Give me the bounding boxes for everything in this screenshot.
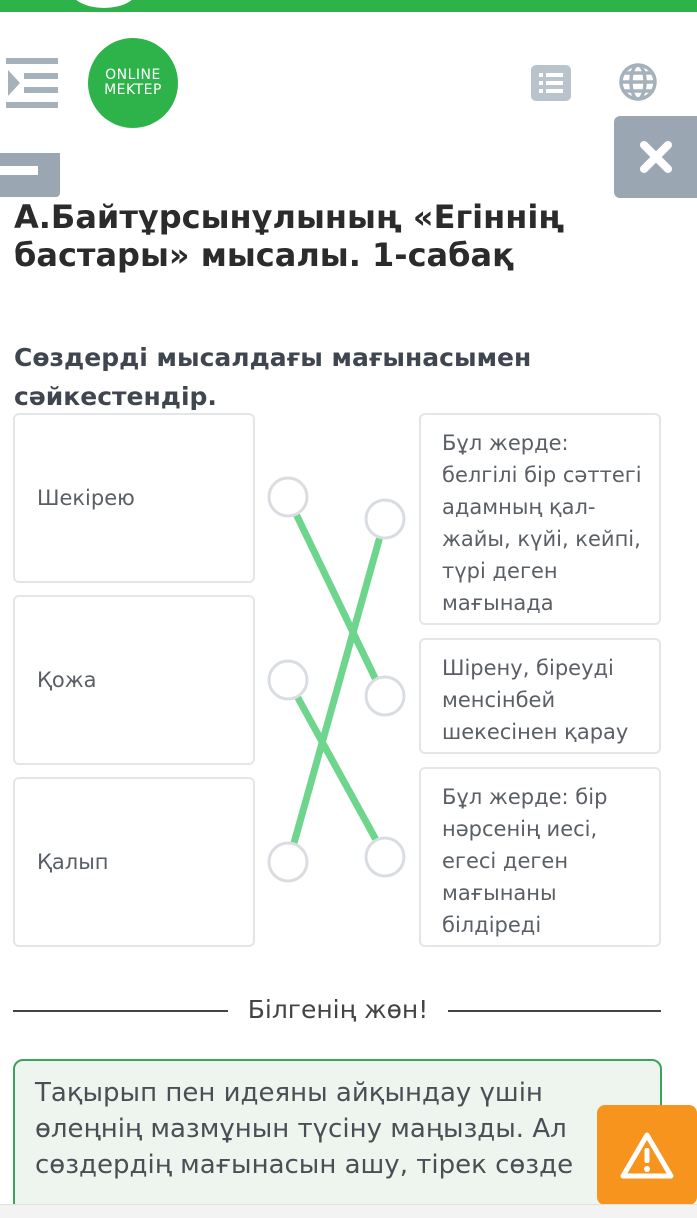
- left-card-label: Қожа: [37, 668, 97, 692]
- side-tab[interactable]: [0, 153, 60, 197]
- right-card-line: мағынаны: [442, 881, 557, 905]
- right-card-line: Бұл жерде:: [442, 431, 569, 455]
- right-card-line: мағынада: [442, 591, 554, 615]
- question-line-2: сәйкестендір.: [14, 382, 217, 411]
- right-card-line: Шірену, біреуді: [442, 656, 614, 680]
- tip-box: [13, 1059, 662, 1218]
- right-match-card[interactable]: [419, 638, 661, 754]
- right-card-line: егесі деген: [442, 849, 569, 873]
- match-line: [294, 540, 379, 843]
- match-line: [297, 516, 375, 678]
- right-card-line: түрі деген: [442, 559, 558, 583]
- side-tab-bar: [0, 166, 38, 175]
- page-title: [14, 198, 614, 274]
- menu-collapse-icon[interactable]: [6, 58, 58, 108]
- right-card-line: белгілі бір сәттегі: [442, 463, 642, 487]
- right-card-line: нәрсенің иесі,: [442, 817, 598, 841]
- close-button[interactable]: [614, 116, 697, 198]
- bottom-edge: [0, 1204, 697, 1218]
- left-connector-dot[interactable]: [269, 661, 307, 699]
- right-card-line: Бұл жерде: бір: [442, 785, 608, 809]
- left-match-card[interactable]: [13, 777, 255, 947]
- left-card-label: Шекірею: [37, 486, 135, 510]
- top-status-bar: [0, 0, 697, 12]
- right-match-card[interactable]: [419, 413, 661, 625]
- online-mektep-logo[interactable]: [88, 38, 178, 128]
- logo-line-2: MEKTEP: [104, 82, 162, 98]
- left-match-card[interactable]: [13, 413, 255, 583]
- right-card-line: жайы, күйі, кейпі,: [442, 527, 641, 551]
- warning-icon: [620, 1131, 674, 1179]
- divider-right: [448, 1010, 661, 1012]
- close-icon: [639, 140, 673, 174]
- list-icon[interactable]: [531, 65, 571, 101]
- tip-line: өлеңнің мазмұнын түсіну маңызды. Ал: [35, 1114, 567, 1144]
- globe-icon[interactable]: [618, 62, 658, 102]
- left-connector-dot[interactable]: [269, 843, 307, 881]
- question-text: [14, 338, 634, 416]
- left-connector-dot[interactable]: [269, 478, 307, 516]
- divider-left: [13, 1010, 228, 1012]
- right-connector-dot[interactable]: [366, 677, 404, 715]
- title-line-1: А.Байтұрсынұлының «Егіннің: [14, 198, 565, 236]
- right-card-line: білдіреді: [442, 913, 542, 937]
- top-bar-notch: [70, 0, 138, 8]
- report-button[interactable]: [597, 1105, 697, 1205]
- logo-line-1: ONLINE: [105, 67, 161, 83]
- left-match-card[interactable]: [13, 595, 255, 765]
- left-card-label: Қалып: [37, 850, 109, 874]
- right-connector-dot[interactable]: [366, 500, 404, 538]
- tip-line: Тақырып пен идеяны айқындау үшін: [35, 1078, 543, 1108]
- title-line-2: бастары» мысалы. 1-сабақ: [14, 236, 514, 274]
- right-card-line: адамның қал-: [442, 495, 596, 519]
- right-connector-dot[interactable]: [366, 838, 404, 876]
- tip-line: сөздердің мағынасын ашу, тірек сөзде: [35, 1150, 574, 1180]
- question-line-1: Сөздерді мысалдағы мағынасымен: [14, 343, 532, 372]
- right-card-line: шекесінен қарау: [442, 720, 629, 744]
- right-match-card[interactable]: [419, 767, 661, 947]
- match-line: [298, 698, 375, 838]
- right-card-line: менсінбей: [442, 688, 556, 712]
- tip-heading: Білгенің жөн!: [247, 995, 429, 1024]
